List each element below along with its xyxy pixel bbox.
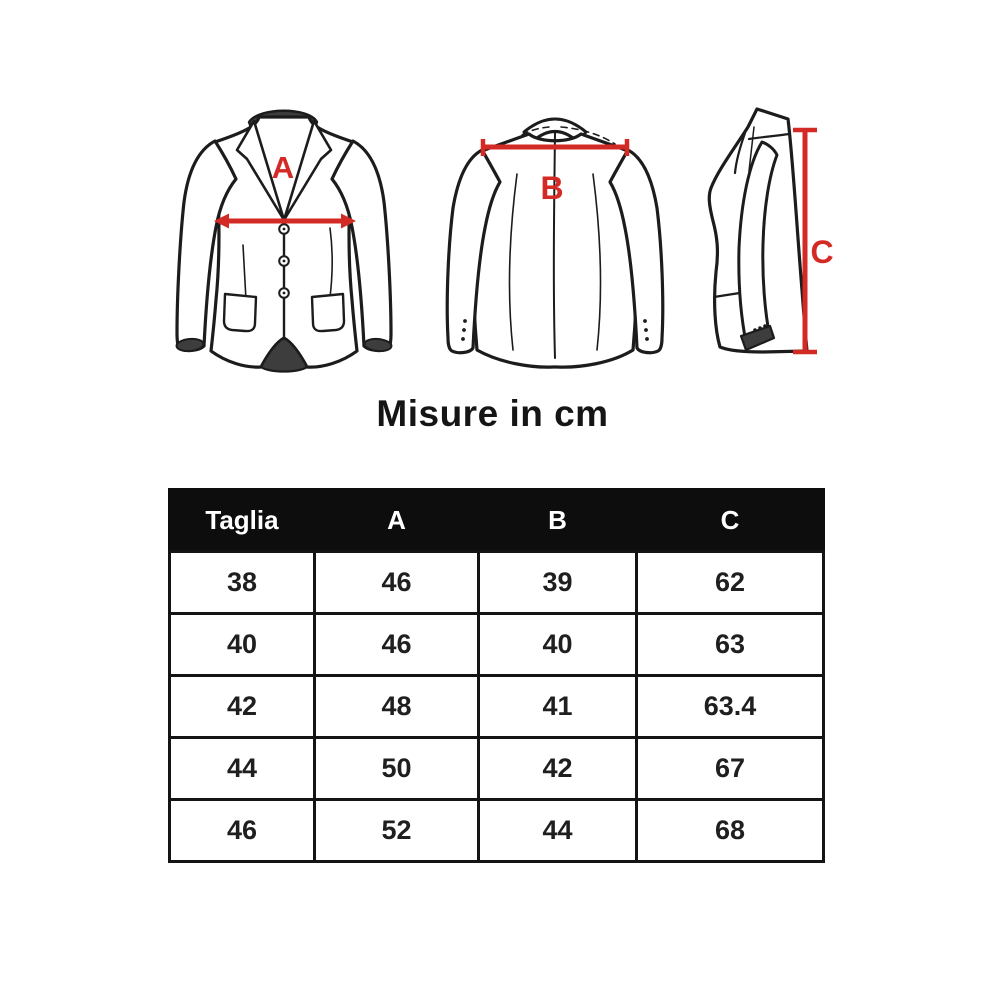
measure-cell: 68 <box>637 800 824 862</box>
measurement-label-c: C <box>810 234 834 270</box>
size-cell: 42 <box>170 676 315 738</box>
measure-cell: 62 <box>637 552 824 614</box>
jacket-measurement-diagram <box>0 0 1000 400</box>
jacket-side-illustration <box>709 109 807 352</box>
column-header-c: C <box>637 490 824 552</box>
column-header-taglia: Taglia <box>170 490 315 552</box>
measure-cell: 46 <box>315 552 479 614</box>
measure-cell: 46 <box>315 614 479 676</box>
size-row-46 <box>170 800 824 862</box>
size-table-header-row <box>170 490 824 552</box>
measure-cell: 39 <box>479 552 637 614</box>
column-header-b: B <box>479 490 637 552</box>
size-table <box>168 488 825 863</box>
size-row-42 <box>170 676 824 738</box>
size-cell: 38 <box>170 552 315 614</box>
page-title: Misure in cm <box>376 393 609 434</box>
size-row-44 <box>170 738 824 800</box>
measure-cell: 48 <box>315 676 479 738</box>
measure-cell: 63.4 <box>637 676 824 738</box>
measure-cell: 52 <box>315 800 479 862</box>
jacket-back-illustration <box>447 119 663 367</box>
measurement-label-b: B <box>540 170 564 206</box>
measure-cell: 40 <box>479 614 637 676</box>
column-header-a: A <box>315 490 479 552</box>
measure-cell: 50 <box>315 738 479 800</box>
measure-cell: 42 <box>479 738 637 800</box>
measure-cell: 44 <box>479 800 637 862</box>
measurement-label-a: A <box>271 150 295 185</box>
size-row-38 <box>170 552 824 614</box>
size-row-40 <box>170 614 824 676</box>
size-cell: 46 <box>170 800 315 862</box>
measure-cell: 41 <box>479 676 637 738</box>
size-cell: 44 <box>170 738 315 800</box>
measure-cell: 67 <box>637 738 824 800</box>
size-cell: 40 <box>170 614 315 676</box>
measure-cell: 63 <box>637 614 824 676</box>
